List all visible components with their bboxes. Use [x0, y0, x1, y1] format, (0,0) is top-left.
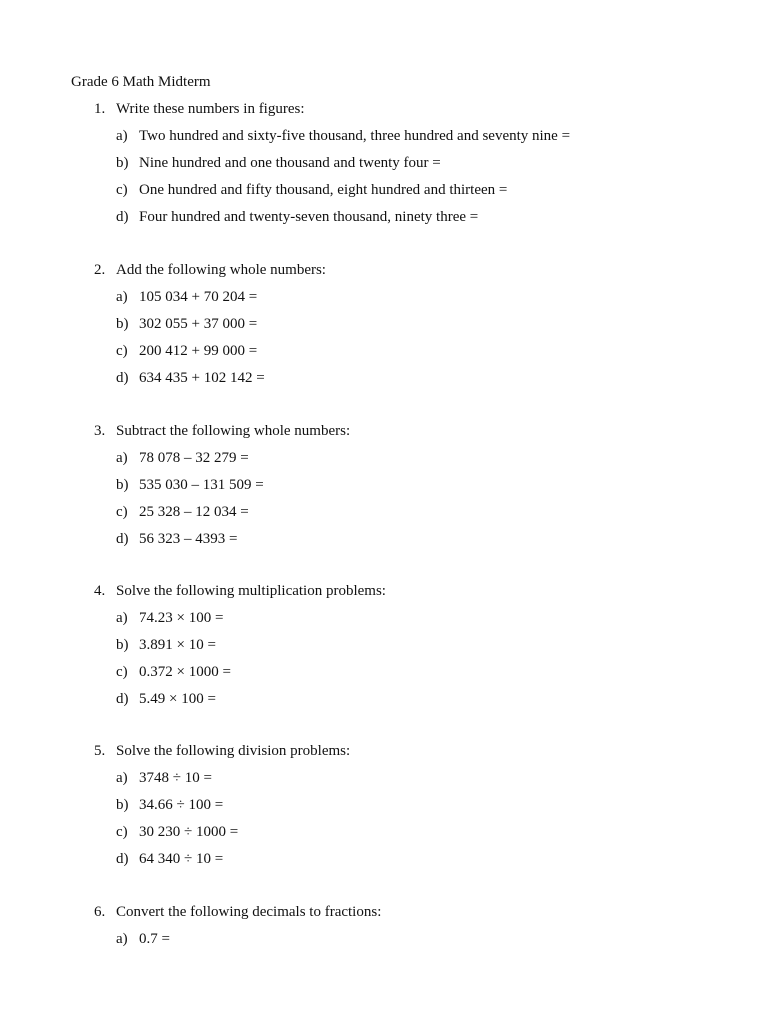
question-number: 3. — [94, 423, 106, 439]
sub-question — [94, 849, 714, 869]
sub-question-text: 634 435 + 102 142 = — [139, 370, 265, 386]
sub-question-letter: c) — [116, 182, 128, 198]
sub-question-letter: c) — [116, 824, 128, 840]
question-number: 1. — [94, 101, 106, 117]
sub-question — [94, 608, 714, 628]
sub-question — [94, 502, 714, 522]
sub-question — [94, 768, 714, 788]
sub-question-list — [94, 929, 714, 949]
sub-question-letter: b) — [116, 316, 129, 332]
sub-question-text: 0.372 × 1000 = — [139, 664, 231, 680]
sub-question-letter: c) — [116, 664, 128, 680]
sub-question — [94, 635, 714, 655]
sub-question — [94, 314, 714, 334]
sub-question-letter: d) — [116, 209, 129, 225]
sub-question-text: 0.7 = — [139, 931, 170, 947]
sub-question-text: 200 412 + 99 000 = — [139, 343, 258, 359]
sub-question-text: 30 230 ÷ 1000 = — [139, 824, 239, 840]
sub-question-letter: a) — [116, 931, 128, 947]
sub-question — [94, 153, 714, 173]
question-5 — [94, 741, 714, 876]
sub-question-letter: a) — [116, 610, 128, 626]
sub-question-list — [94, 287, 714, 388]
question-3 — [94, 421, 714, 556]
sub-question-text: One hundred and fifty thousand, eight hundred and thirteen = — [139, 182, 508, 198]
question-header — [94, 260, 714, 280]
sub-question — [94, 287, 714, 307]
sub-question-text: 34.66 ÷ 100 = — [139, 797, 224, 813]
sub-question — [94, 689, 714, 709]
sub-question-text: Nine hundred and one thousand and twenty four = — [139, 155, 441, 171]
sub-question-text: 535 030 – 131 509 = — [139, 477, 264, 493]
question-prompt: Add the following whole numbers: — [116, 262, 326, 278]
question-number: 5. — [94, 743, 106, 759]
question-number: 4. — [94, 583, 106, 599]
sub-question — [94, 448, 714, 468]
question-prompt: Write these numbers in figures: — [116, 101, 305, 117]
sub-question-text: 5.49 × 100 = — [139, 691, 216, 707]
question-prompt: Solve the following division problems: — [116, 743, 351, 759]
sub-question-list — [94, 768, 714, 869]
sub-question-letter: d) — [116, 370, 129, 386]
sub-question — [94, 341, 714, 361]
sub-question-letter: b) — [116, 477, 129, 493]
sub-question — [94, 475, 714, 495]
sub-question-text: Two hundred and sixty-five thousand, three hundred and seventy nine = — [139, 128, 571, 144]
sub-question — [94, 795, 714, 815]
question-header — [94, 421, 714, 441]
sub-question-letter: d) — [116, 691, 129, 707]
sub-question-letter: a) — [116, 289, 128, 305]
sub-question — [94, 126, 714, 146]
sub-question-letter: a) — [116, 450, 128, 466]
sub-question — [94, 662, 714, 682]
sub-question-text: 56 323 – 4393 = — [139, 531, 238, 547]
question-prompt: Solve the following multiplication problems: — [116, 583, 386, 599]
question-number: 2. — [94, 262, 106, 278]
question-2 — [94, 260, 714, 395]
sub-question — [94, 822, 714, 842]
sub-question-text: 3.891 × 10 = — [139, 637, 216, 653]
sub-question — [94, 180, 714, 200]
sub-question-list — [94, 126, 714, 227]
page-title: Grade 6 Math Midterm — [71, 74, 211, 90]
question-6 — [94, 902, 714, 956]
sub-question-text: 105 034 + 70 204 = — [139, 289, 258, 305]
question-prompt: Subtract the following whole numbers: — [116, 423, 351, 439]
sub-question-letter: c) — [116, 504, 128, 520]
sub-question-letter: d) — [116, 531, 129, 547]
sub-question — [94, 207, 714, 227]
question-header — [94, 581, 714, 601]
sub-question-text: 3748 ÷ 10 = — [139, 770, 212, 786]
sub-question-text: 74.23 × 100 = — [139, 610, 224, 626]
question-4 — [94, 581, 714, 716]
question-header — [94, 741, 714, 761]
sub-question-letter: a) — [116, 128, 128, 144]
sub-question — [94, 368, 714, 388]
sub-question-text: 64 340 ÷ 10 = — [139, 851, 224, 867]
sub-question-letter: b) — [116, 797, 129, 813]
question-header — [94, 99, 714, 119]
sub-question-letter: d) — [116, 851, 129, 867]
question-header — [94, 902, 714, 922]
sub-question-text: 302 055 + 37 000 = — [139, 316, 258, 332]
sub-question-list — [94, 608, 714, 709]
sub-question-text: 78 078 – 32 279 = — [139, 450, 249, 466]
sub-question — [94, 929, 714, 949]
sub-question-letter: c) — [116, 343, 128, 359]
question-prompt: Convert the following decimals to fractions: — [116, 904, 382, 920]
sub-question-letter: a) — [116, 770, 128, 786]
question-1 — [94, 99, 714, 234]
sub-question-letter: b) — [116, 155, 129, 171]
sub-question-letter: b) — [116, 637, 129, 653]
question-number: 6. — [94, 904, 106, 920]
sub-question-list — [94, 448, 714, 549]
sub-question-text: Four hundred and twenty-seven thousand, ninety three = — [139, 209, 479, 225]
sub-question — [94, 529, 714, 549]
sub-question-text: 25 328 – 12 034 = — [139, 504, 249, 520]
